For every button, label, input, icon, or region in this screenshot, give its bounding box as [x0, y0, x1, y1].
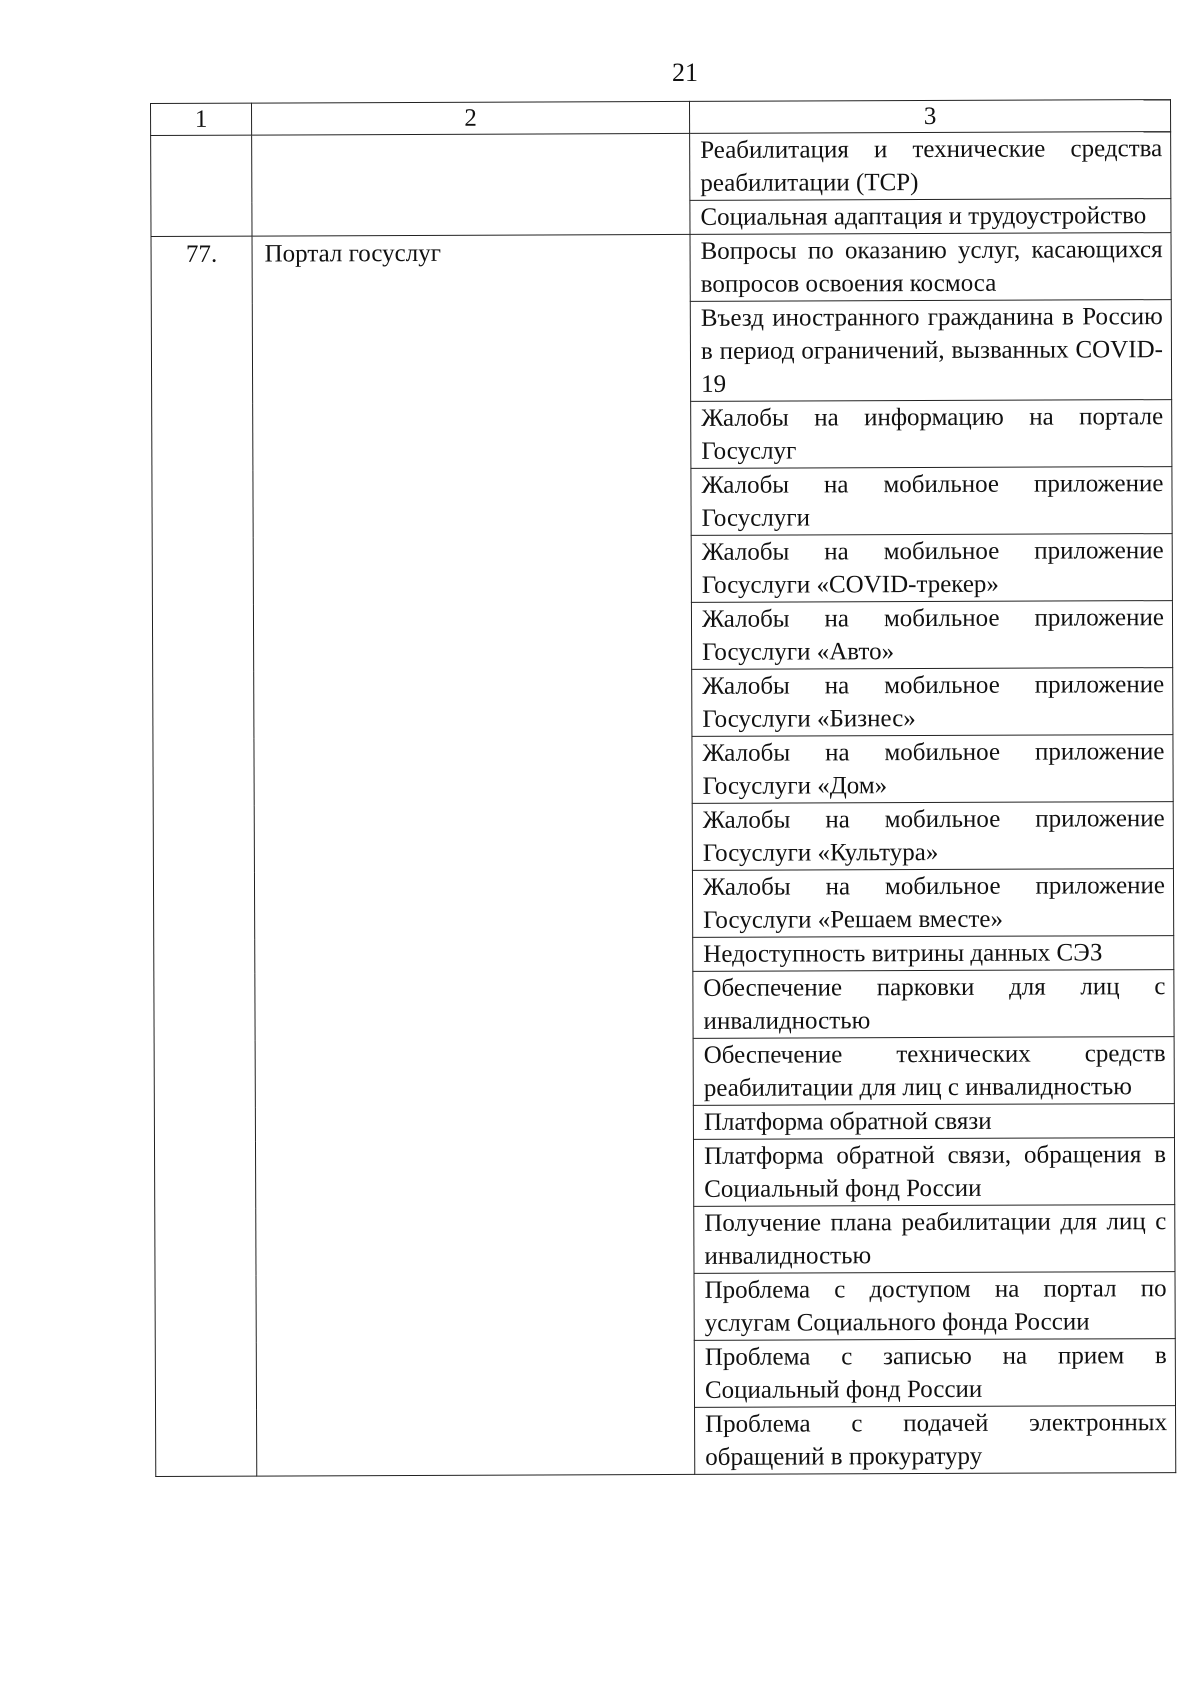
- continued-service-cell: [252, 133, 690, 236]
- column-header-1: 1: [151, 103, 252, 135]
- topic-cell: Обеспечение технических средств реабилитации для лиц с инвалидностью: [693, 1037, 1174, 1106]
- topic-cell: Жалобы на мобильное приложение Госуслуги «Дом»: [692, 735, 1173, 804]
- topic-cell: Проблема с записью на прием в Социальный фонд России: [694, 1339, 1175, 1408]
- topic-cell: Жалобы на информацию на портале Госуслуг: [691, 400, 1172, 469]
- topic-cell: Жалобы на мобильное приложение Госуслуги: [691, 467, 1172, 536]
- topic-cell: Жалобы на мобильное приложение Госуслуги «Бизнес»: [692, 668, 1173, 737]
- topic-cell: Получение плана реабилитации для лиц с инвалидностью: [694, 1205, 1175, 1274]
- topic-cell: Жалобы на мобильное приложение Госуслуги «COVID-трекер»: [691, 534, 1172, 603]
- topic-cell: Проблема с подачей электронных обращений в прокуратуру: [695, 1406, 1176, 1475]
- topic-cell: Реабилитация и технические средства реабилитации (ТСР): [690, 132, 1171, 201]
- entry-number: 77.: [151, 236, 257, 1476]
- topic-cell: Платформа обратной связи: [693, 1104, 1174, 1140]
- topic-cell: Недоступность витрины данных СЭЗ: [693, 936, 1174, 972]
- topic-cell: Въезд иностранного гражданина в Россию в период ограничений, вызванных COVID-19: [690, 300, 1171, 402]
- topic-cell: Жалобы на мобильное приложение Госуслуги «Решаем вместе»: [692, 869, 1173, 938]
- column-header-3: 3: [689, 100, 1170, 134]
- header-row: [151, 100, 1171, 136]
- topic-cell: Платформа обратной связи, обращения в Социальный фонд России: [693, 1138, 1174, 1207]
- topic-cell: Вопросы по оказанию услуг, касающихся вопросов освоения космоса: [690, 233, 1171, 302]
- column-header-2: 2: [252, 101, 690, 135]
- topic-cell: Обеспечение парковки для лиц с инвалидностью: [693, 970, 1174, 1039]
- services-table: [150, 99, 1176, 1477]
- topic-cell: Жалобы на мобильное приложение Госуслуги «Авто»: [691, 601, 1172, 670]
- continued-number-cell: [151, 135, 252, 236]
- topic-cell: Социальная адаптация и трудоустройство: [690, 199, 1171, 235]
- entry-service: Портал госуслуг: [252, 234, 695, 1476]
- table-row: [151, 233, 1171, 304]
- page-number: 21: [672, 58, 698, 87]
- table-row: [151, 132, 1171, 203]
- services-table-wrapper: [150, 99, 1175, 1477]
- topic-cell: Проблема с доступом на портал по услугам Социального фонда России: [694, 1272, 1175, 1341]
- topic-cell: Жалобы на мобильное приложение Госуслуги «Культура»: [692, 802, 1173, 871]
